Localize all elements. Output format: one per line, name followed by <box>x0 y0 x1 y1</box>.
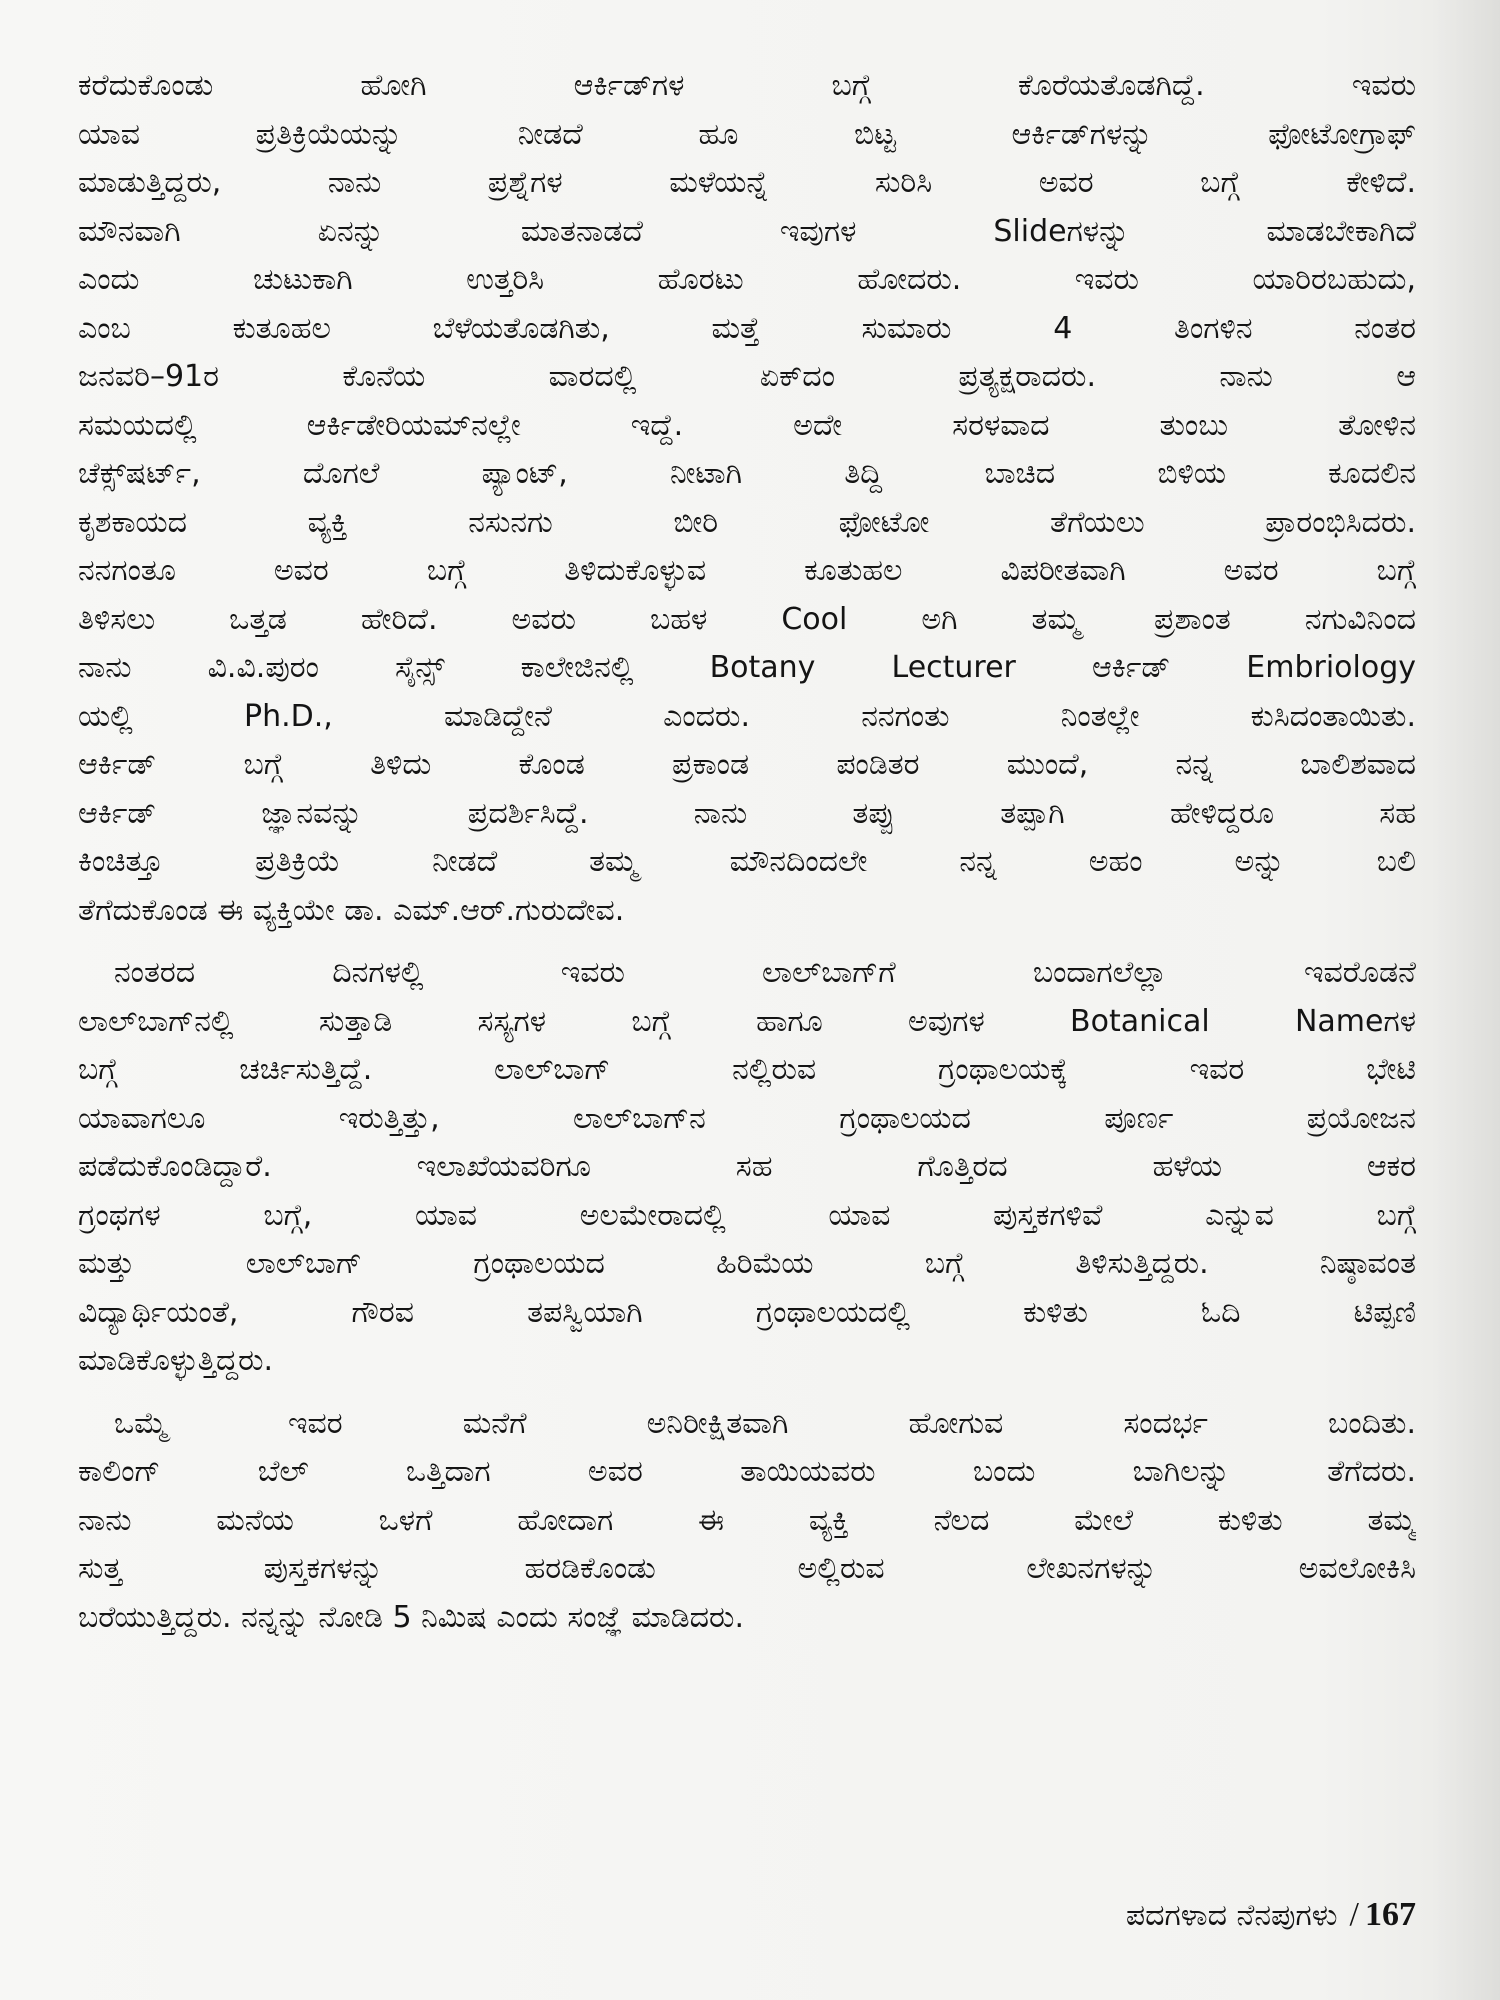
text-line: ಒಮ್ಮೆ ಇವರ ಮನೆಗೆ ಅನಿರೀಕ್ಷಿತವಾಗಿ ಹೋಗುವ ಸಂದರ್ಭ ಬಂದಿತು. <box>114 1405 1416 1441</box>
text-line: ತೆಗೆದುಕೊಂಡ ಈ ವ್ಯಕ್ತಿಯೇ ಡಾ. ಎಮ್.ಆರ್.ಗುರುದೇವ. <box>78 892 625 928</box>
page-number: 167 <box>1365 1896 1416 1933</box>
text-line: ಮೌನವಾಗಿ ಏನನ್ನು ಮಾತನಾಡದೆ ಇವುಗಳ Slideಗಳನ್ನು ಮಾಡಬೇಕಾಗಿದೆ <box>78 213 1416 249</box>
text-line: ಎಂದು ಚುಟುಕಾಗಿ ಉತ್ತರಿಸಿ ಹೊರಟು ಹೋದರು. ಇವರು ಯಾರಿರಬಹುದು, <box>78 262 1416 297</box>
text-line: ಕಾಲಿಂಗ್ ಬೆಲ್ ಒತ್ತಿದಾಗ ಅವರ ತಾಯಿಯವರು ಬಂದು ಬಾಗಿಲನ್ನು ತೆಗೆದರು. <box>78 1454 1416 1489</box>
paragraph-gap <box>78 935 1416 949</box>
running-title: ಪದಗಳಾದ ನೆನಪುಗಳು <box>1125 1898 1338 1933</box>
text-line: ಮತ್ತು ಲಾಲ್‌ಬಾಗ್ ಗ್ರಂಥಾಲಯದ ಹಿರಿಮೆಯ ಬಗ್ಗೆ ತಿಳಿಸುತ್ತಿದ್ದರು. ನಿಷ್ಠಾವಂತ <box>78 1246 1416 1281</box>
text-line: ಯಾವ ಪ್ರತಿಕ್ರಿಯೆಯನ್ನು ನೀಡದೆ ಹೂ ಬಿಟ್ಟ ಆರ್ಕಿಡ್‌ಗಳನ್ನು ಫೋಟೋಗ್ರಾಫ್ <box>78 116 1416 152</box>
text-line: ಬಗ್ಗೆ ಚರ್ಚಿಸುತ್ತಿದ್ದೆ. ಲಾಲ್‌ಬಾಗ್ ನಲ್ಲಿರುವ ಗ್ರಂಥಾಲಯಕ್ಕೆ ಇವರ ಭೇಟಿ <box>78 1052 1416 1087</box>
text-line: ಯಾವಾಗಲೂ ಇರುತ್ತಿತ್ತು, ಲಾಲ್‌ಬಾಗ್‌ನ ಗ್ರಂಥಾಲಯದ ಪೂರ್ಣ ಪ್ರಯೋಜನ <box>78 1100 1416 1136</box>
text-line: ನಂತರದ ದಿನಗಳಲ್ಲಿ ಇವರು ಲಾಲ್‌ಬಾಗ್‌ಗೆ ಬಂದಾಗಲೆಲ್ಲಾ ಇವರೊಡನೆ <box>114 955 1416 990</box>
text-line: ತಿಳಿಸಲು ಒತ್ತಡ ಹೇರಿದೆ. ಅವರು ಬಹಳ Cool ಅಗಿ ತಮ್ಮ ಪ್ರಶಾಂತ ನಗುವಿನಿಂದ <box>78 601 1416 637</box>
text-line: ಕಿಂಚಿತ್ತೂ ಪ್ರತಿಕ್ರಿಯೆ ನೀಡದೆ ತಮ್ಮ ಮೌನದಿಂದಲೇ ನನ್ನ ಅಹಂ ಅನ್ನು ಬಲಿ <box>78 844 1416 879</box>
text-line: ಪಡೆದುಕೊಂಡಿದ್ದಾರೆ. ಇಲಾಖೆಯವರಿಗೂ ಸಹ ಗೊತ್ತಿರದ ಹಳೆಯ ಆಕರ <box>78 1149 1416 1184</box>
page-edge-shadow <box>1430 0 1500 2000</box>
body-text <box>78 62 1416 1642</box>
text-line: ನನಗಂತೂ ಅವರ ಬಗ್ಗೆ ತಿಳಿದುಕೊಳ್ಳುವ ಕೂತುಹಲ ವಿಪರೀತವಾಗಿ ಅವರ ಬಗ್ಗೆ <box>78 553 1416 588</box>
text-line: ಮಾಡಿಕೊಳ್ಳುತ್ತಿದ್ದರು. <box>78 1343 274 1378</box>
paragraph <box>78 949 1416 1386</box>
page-footer <box>1126 1896 1416 1934</box>
text-line: ಕೃಶಕಾಯದ ವ್ಯಕ್ತಿ ನಸುನಗು ಬೀರಿ ಫೋಟೋ ತೆಗೆಯಲು ಪ್ರಾರಂಭಿಸಿದರು. <box>78 504 1416 540</box>
footer-separator: / <box>1349 1896 1359 1933</box>
text-line: ಯಲ್ಲಿ Ph.D., ಮಾಡಿದ್ದೇನೆ ಎಂದರು. ನನಗಂತು ನಿಂತಲ್ಲೇ ಕುಸಿದಂತಾಯಿತು. <box>78 698 1416 734</box>
text-line: ಸಮಯದಲ್ಲಿ ಆರ್ಕಿಡೇರಿಯಮ್‌ನಲ್ಲೇ ಇದ್ದೆ. ಅದೇ ಸರಳವಾದ ತುಂಬು ತೋಳಿನ <box>78 407 1416 443</box>
text-line: ಮಾಡುತ್ತಿದ್ದರು, ನಾನು ಪ್ರಶ್ನೆಗಳ ಮಳೆಯನ್ನೆ ಸುರಿಸಿ ಅವರ ಬಗ್ಗೆ ಕೇಳಿದೆ. <box>78 165 1416 200</box>
text-line: ಕರೆದುಕೊಂಡು ಹೋಗಿ ಆರ್ಕಿಡ್‌ಗಳ ಬಗ್ಗೆ ಕೊರೆಯತೊಡಗಿದ್ದೆ. ಇವರು <box>78 68 1416 103</box>
paragraph <box>78 62 1416 935</box>
paragraph <box>78 1400 1416 1643</box>
text-line: ಗ್ರಂಥಗಳ ಬಗ್ಗೆ, ಯಾವ ಅಲಮೇರಾದಲ್ಲಿ ಯಾವ ಪುಸ್ತಕಗಳಿವೆ ಎನ್ನುವ ಬಗ್ಗೆ <box>78 1197 1416 1233</box>
text-line: ನಾನು ವಿ.ವಿ.ಪುರಂ ಸೈನ್ಸ್ ಕಾಲೇಜಿನಲ್ಲಿ Botany Lecturer ಆರ್ಕಿಡ್ Embriology <box>78 650 1416 685</box>
text-line: ಆರ್ಕಿಡ್ ಬಗ್ಗೆ ತಿಳಿದು ಕೊಂಡ ಪ್ರಕಾಂಡ ಪಂಡಿತರ ಮುಂದೆ, ನನ್ನ ಬಾಲಿಶವಾದ <box>78 747 1416 782</box>
text-line: ಸುತ್ತ ಪುಸ್ತಕಗಳನ್ನು ಹರಡಿಕೊಂಡು ಅಲ್ಲಿರುವ ಲೇಖನಗಳನ್ನು ಅವಲೋಕಿಸಿ <box>78 1551 1416 1586</box>
text-line: ವಿದ್ಯಾರ್ಥಿಯಂತೆ, ಗೌರವ ತಪಸ್ವಿಯಾಗಿ ಗ್ರಂಥಾಲಯದಲ್ಲಿ ಕುಳಿತು ಓದಿ ಟಿಪ್ಪಣಿ <box>78 1294 1416 1330</box>
text-line: ಬರೆಯುತ್ತಿದ್ದರು. ನನ್ನನ್ನು ನೋಡಿ 5 ನಿಮಿಷ ಎಂದು ಸಂಜ್ಞೆ ಮಾಡಿದರು. <box>78 1599 745 1635</box>
text-line: ಲಾಲ್‌ಬಾಗ್‌ನಲ್ಲಿ ಸುತ್ತಾಡಿ ಸಸ್ಯಗಳ ಬಗ್ಗೆ ಹಾಗೂ ಅವುಗಳ Botanical Nameಗಳ <box>78 1003 1416 1039</box>
text-line: ಆರ್ಕಿಡ್ ಜ್ಞಾನವನ್ನು ಪ್ರದರ್ಶಿಸಿದ್ದೆ. ನಾನು ತಪ್ಪು ತಪ್ಪಾಗಿ ಹೇಳಿದ್ದರೂ ಸಹ <box>78 795 1416 831</box>
text-line: ನಾನು ಮನೆಯ ಒಳಗೆ ಹೋದಾಗ ಈ ವ್ಯಕ್ತಿ ನೆಲದ ಮೇಲೆ ಕುಳಿತು ತಮ್ಮ <box>78 1502 1416 1538</box>
text-line: ಎಂಬ ಕುತೂಹಲ ಬೆಳೆಯತೊಡಗಿತು, ಮತ್ತೆ ಸುಮಾರು 4 ತಿಂಗಳಿನ ನಂತರ <box>78 310 1416 346</box>
paragraph-gap <box>78 1386 1416 1400</box>
text-line: ಜನವರಿ–91ರ ಕೊನೆಯ ವಾರದಲ್ಲಿ ಏಕ್‌ದಂ ಪ್ರತ್ಯಕ್ಷರಾದರು. ನಾನು ಆ <box>78 359 1416 394</box>
text-line: ಚೆಕ್ಸ್‌ಷರ್ಟ್, ದೊಗಲೆ ಪ್ಯಾಂಟ್, ನೀಟಾಗಿ ತಿದ್ದಿ ಬಾಚಿದ ಬಿಳಿಯ ಕೂದಲಿನ <box>78 456 1416 491</box>
